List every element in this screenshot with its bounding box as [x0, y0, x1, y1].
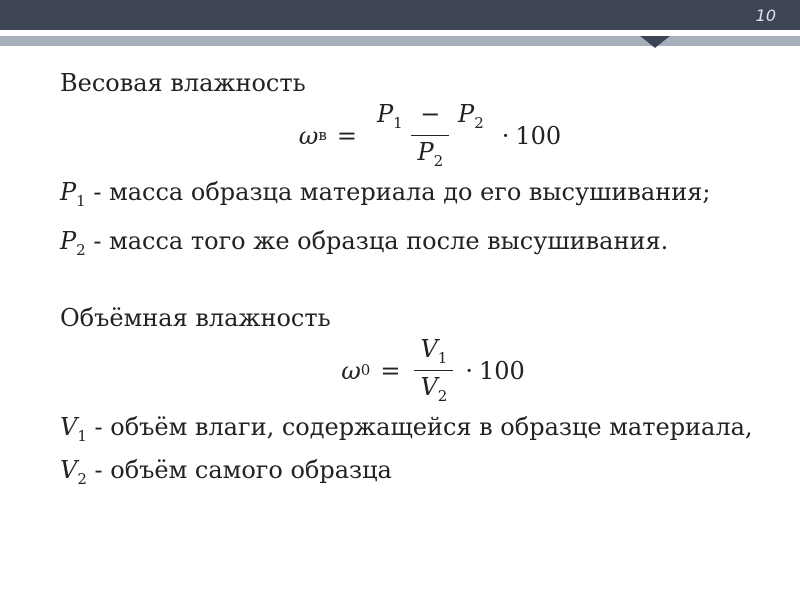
formula2-lhs-subscript: 0 — [360, 361, 371, 379]
formula2-times: · — [465, 356, 473, 385]
numerator-var-b: P — [458, 100, 475, 128]
weight-definition-p1 — [60, 175, 760, 218]
numerator2-var: V — [420, 335, 438, 363]
formula-lhs-subscript: в — [318, 126, 327, 144]
denominator2-var: V — [420, 373, 438, 401]
page-number: 10 — [755, 6, 776, 25]
volume-definition — [60, 410, 760, 496]
def-a-text: - объём влаги, содержащейся в образце материала, — [86, 413, 753, 441]
numerator-minus: − — [420, 100, 441, 128]
formula-lhs-symbol: ω — [298, 121, 319, 150]
formula-equals: = — [336, 121, 357, 150]
def2-symbol: P — [60, 227, 77, 255]
def1-text: - масса образца материала до его высушивания; — [85, 178, 711, 206]
numerator-sub-b: 2 — [474, 114, 484, 132]
numerator-var-a: P — [376, 100, 394, 128]
def-b-text: - объём самого образца — [86, 456, 392, 484]
denominator2-sub: 2 — [437, 387, 448, 405]
formula2-lhs-symbol: ω — [341, 356, 361, 385]
def1-symbol: P — [60, 178, 77, 206]
fraction-numerator — [371, 102, 490, 135]
formula2-factor: 100 — [478, 356, 525, 385]
fraction2-numerator — [414, 337, 453, 370]
denominator-sub: 2 — [433, 152, 444, 170]
denominator-var: P — [417, 138, 434, 166]
formula-times: · — [501, 121, 510, 150]
fraction-denominator — [411, 135, 449, 169]
def2-text: - масса того же образца после высушивания. — [85, 227, 669, 255]
def2-sub: 2 — [76, 241, 86, 259]
def-b-symbol: V — [60, 456, 78, 484]
volume-moisture-heading: Объёмная влажность — [60, 304, 331, 332]
header-band — [0, 0, 800, 30]
slide-body — [60, 66, 760, 496]
weight-definition-p2 — [60, 224, 760, 267]
def-a-symbol: V — [60, 413, 78, 441]
formula2-equals: = — [380, 356, 401, 385]
formula2-fraction — [414, 337, 453, 404]
def-a-sub: 1 — [77, 427, 87, 445]
weight-moisture-formula — [100, 102, 760, 169]
formula-fraction — [371, 102, 490, 169]
numerator2-sub: 1 — [437, 349, 448, 367]
weight-moisture-heading: Весовая влажность — [60, 69, 306, 97]
def1-sub: 1 — [76, 192, 86, 210]
formula-factor: 100 — [515, 121, 562, 150]
fraction2-denominator — [414, 370, 453, 404]
numerator-sub-a: 1 — [393, 114, 403, 132]
section-spacer — [60, 267, 760, 301]
volume-moisture-formula — [106, 337, 760, 404]
def-b-sub: 2 — [77, 470, 87, 488]
header-accent-bar — [0, 30, 800, 50]
